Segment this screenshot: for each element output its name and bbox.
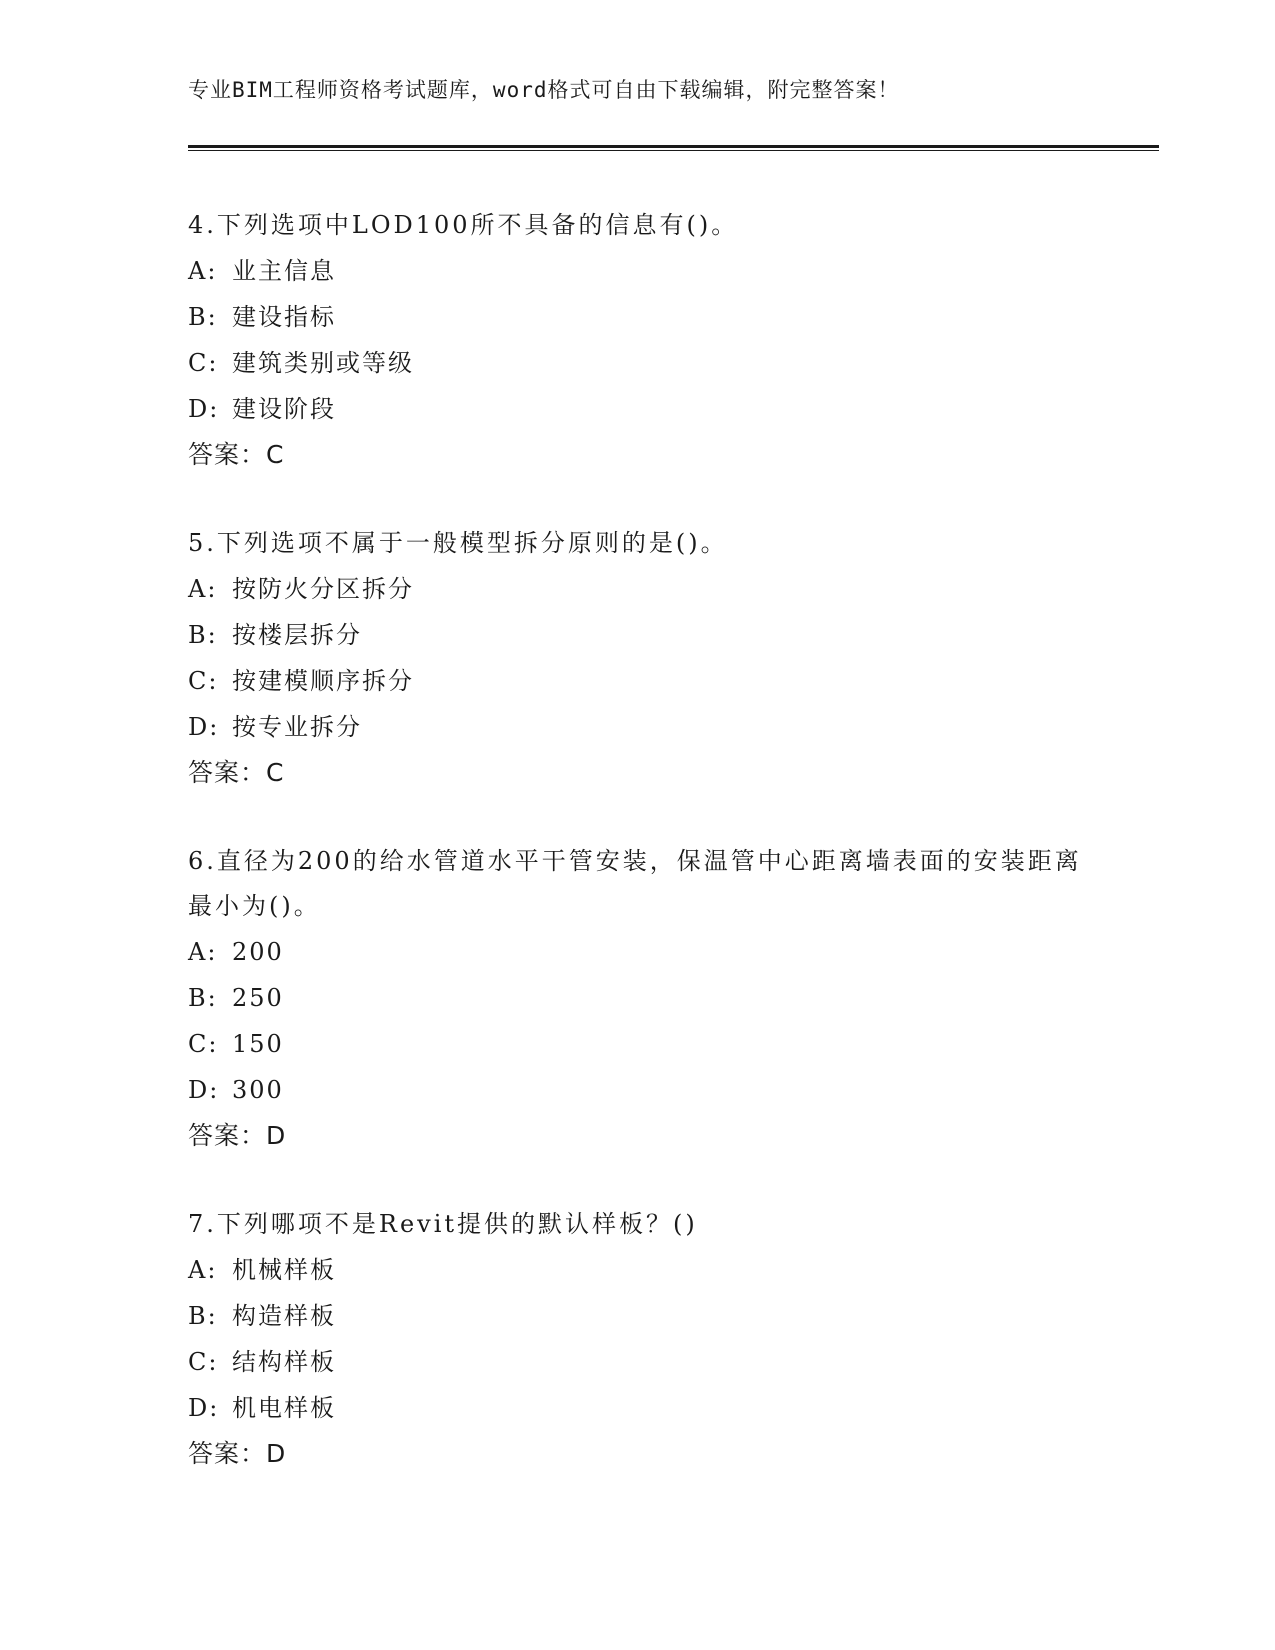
header-divider-thin — [188, 150, 1159, 151]
option-a — [188, 248, 1088, 294]
option-label: C: — [188, 1348, 219, 1376]
option-label: C: — [188, 667, 219, 695]
option-label: C: — [188, 1030, 219, 1058]
option-text: 250 — [232, 984, 284, 1012]
option-label: A: — [188, 1256, 218, 1284]
question-item — [188, 203, 1088, 478]
question-item — [188, 521, 1088, 796]
option-c — [188, 340, 1088, 386]
option-text: 按专业拆分 — [232, 713, 362, 741]
option-label: A: — [188, 938, 218, 966]
option-b — [188, 294, 1088, 340]
page-header: 专业BIM工程师资格考试题库，word格式可自由下载编辑，附完整答案！ — [188, 78, 900, 102]
option-label: A: — [188, 575, 218, 603]
option-c — [188, 1021, 1088, 1067]
option-a — [188, 1247, 1088, 1293]
option-d — [188, 704, 1088, 750]
option-text: 按防火分区拆分 — [232, 575, 414, 603]
question-item — [188, 839, 1088, 1159]
question-stem: 5.下列选项不属于一般模型拆分原则的是()。 — [188, 529, 728, 557]
option-label: B: — [188, 621, 218, 649]
option-b — [188, 1293, 1088, 1339]
option-label: D: — [188, 713, 220, 741]
option-d — [188, 1067, 1088, 1113]
option-a — [188, 929, 1088, 975]
answer-line: 答案：C — [188, 758, 285, 787]
question-stem: 7.下列哪项不是Revit提供的默认样板？() — [188, 1210, 698, 1238]
option-label: D: — [188, 395, 220, 423]
option-label: D: — [188, 1394, 220, 1422]
option-b — [188, 612, 1088, 658]
option-label: D: — [188, 1076, 220, 1104]
option-text: 300 — [232, 1076, 284, 1104]
answer-line: 答案：D — [188, 1121, 287, 1150]
option-text: 按楼层拆分 — [232, 621, 362, 649]
option-label: B: — [188, 1302, 218, 1330]
option-label: B: — [188, 984, 218, 1012]
option-a — [188, 566, 1088, 612]
option-text: 建设阶段 — [232, 395, 336, 423]
question-list — [188, 203, 1088, 1520]
question-stem: 6.直径为200的给水管道水平干管安装，保温管中心距离墙表面的安装距离最小为()。 — [188, 847, 1082, 920]
header-divider-thick — [188, 145, 1159, 148]
option-label: A: — [188, 257, 218, 285]
option-text: 150 — [232, 1030, 284, 1058]
option-text: 建筑类别或等级 — [232, 349, 414, 377]
option-c — [188, 1339, 1088, 1385]
option-text: 结构样板 — [232, 1348, 336, 1376]
option-d — [188, 386, 1088, 432]
option-label: C: — [188, 349, 219, 377]
option-text: 按建模顺序拆分 — [232, 667, 414, 695]
question-stem: 4.下列选项中LOD100所不具备的信息有()。 — [188, 211, 739, 239]
question-item — [188, 1202, 1088, 1477]
option-text: 200 — [232, 938, 284, 966]
option-c — [188, 658, 1088, 704]
option-label: B: — [188, 303, 218, 331]
answer-line: 答案：D — [188, 1439, 287, 1468]
answer-line: 答案：C — [188, 440, 285, 469]
option-d — [188, 1385, 1088, 1431]
option-text: 建设指标 — [232, 303, 336, 331]
option-text: 构造样板 — [232, 1302, 336, 1330]
option-text: 业主信息 — [232, 257, 336, 285]
option-text: 机电样板 — [232, 1394, 336, 1422]
option-b — [188, 975, 1088, 1021]
option-text: 机械样板 — [232, 1256, 336, 1284]
